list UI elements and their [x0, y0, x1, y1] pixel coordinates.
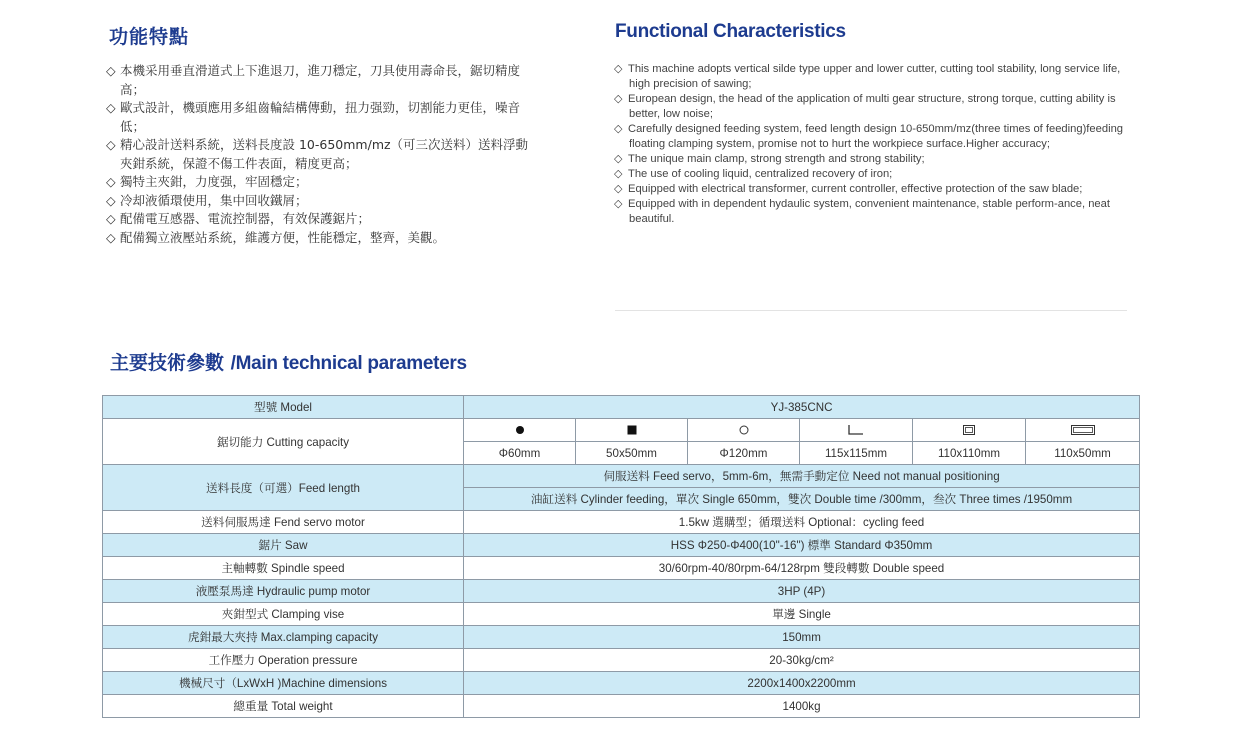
- table-row: [103, 649, 1140, 672]
- list-item: ◇ 配備電互感器、電流控制器，有效保護鋸片；: [106, 210, 536, 229]
- table-row: [103, 534, 1140, 557]
- square-tube-icon: [913, 419, 1026, 442]
- diamond-bullet-icon: ◇: [614, 63, 623, 75]
- diamond-bullet-icon: ◇: [614, 183, 623, 195]
- list-item: ◇ Carefully designed feeding system, feed length design 10-650mm/mz(three times of feeding)feeding floating clamping system, promise not to hurt the workpiece surface.Higher accuracy;: [614, 123, 1124, 150]
- list-item: ◇ European design, the head of the application of multi gear structure, strong torque, cutting ability is better, low noise;: [614, 93, 1116, 120]
- param-label: 主軸轉數 Spindle speed: [103, 557, 464, 580]
- params-table: [102, 395, 1140, 718]
- param-value: 30/60rpm-40/80rpm-64/128rpm 雙段轉數 Double speed: [464, 557, 1140, 580]
- open-circle-icon: [688, 419, 800, 442]
- param-label: 鋸片 Saw: [103, 534, 464, 557]
- diamond-bullet-icon: ◇: [106, 211, 116, 226]
- diamond-bullet-icon: ◇: [614, 198, 623, 210]
- param-value: 2200x1400x2200mm: [464, 672, 1140, 695]
- diamond-bullet-icon: ◇: [614, 168, 623, 180]
- param-value: 50x50mm: [576, 442, 688, 465]
- list-item: ◇ 獨特主夾鉗，力度强，牢固穩定；: [106, 173, 536, 192]
- param-label: 送料長度（可選）Feed length: [103, 465, 464, 511]
- diamond-bullet-icon: ◇: [614, 93, 623, 105]
- param-value: 110x50mm: [1026, 442, 1140, 465]
- features-cn-title: 功能特點: [109, 26, 190, 48]
- param-value: 1.5kw 選購型；循環送料 Optional：cycling feed: [464, 511, 1140, 534]
- list-item: ◇ Equipped with electrical transformer, current controller, effective protection of the saw blade;: [614, 183, 1083, 195]
- diamond-bullet-icon: ◇: [614, 123, 623, 135]
- filled-circle-icon: [464, 419, 576, 442]
- params-title-en: /Main technical parameters: [230, 353, 467, 374]
- features-en-list: [614, 62, 1144, 227]
- list-item: ◇ The use of cooling liquid, centralized recovery of iron;: [614, 168, 893, 180]
- list-item: ◇ 冷却液循環使用，集中回收鐵屑；: [106, 192, 536, 211]
- param-label: 送料伺服馬達 Fend servo motor: [103, 511, 464, 534]
- diamond-bullet-icon: ◇: [106, 63, 116, 78]
- features-cn-list: [106, 62, 536, 247]
- param-label: 型號 Model: [103, 396, 464, 419]
- table-row: [103, 465, 1140, 488]
- rect-tube-icon: [1026, 419, 1140, 442]
- list-item: ◇ The unique main clamp, strong strength and strong stability;: [614, 153, 925, 165]
- param-label: 機械尺寸（LxWxH )Machine dimensions: [103, 672, 464, 695]
- table-row: [103, 580, 1140, 603]
- list-item: ◇ Equipped with in dependent hydaulic system, convenient maintenance, stable perform-ance, neat beautiful.: [614, 198, 1110, 225]
- list-item: ◇ 精心設計送料系統，送料長度設 10-650mm/mz（可三次送料）送料浮動夾鉗系統，保證不傷工件表面，精度更高；: [106, 137, 529, 171]
- table-row: [103, 511, 1140, 534]
- angle-icon: [800, 419, 913, 442]
- table-row: [103, 557, 1140, 580]
- param-value: Φ120mm: [688, 442, 800, 465]
- param-label: 鋸切能力 Cutting capacity: [103, 419, 464, 465]
- param-value: 油缸送料 Cylinder feeding，單次 Single 650mm，雙次 Double time /300mm，叁次 Three times /1950mm: [464, 488, 1140, 511]
- param-value: 1400kg: [464, 695, 1140, 718]
- table-row: [103, 695, 1140, 718]
- diamond-bullet-icon: ◇: [106, 137, 116, 152]
- param-value: Φ60mm: [464, 442, 576, 465]
- list-item: ◇ This machine adopts vertical silde type upper and lower cutter, cutting tool stability, long service life, high precision of sawing;: [614, 63, 1121, 90]
- table-row: [103, 603, 1140, 626]
- param-label: 總重量 Total weight: [103, 695, 464, 718]
- param-value: 115x115mm: [800, 442, 913, 465]
- table-row: [103, 419, 1140, 442]
- table-row: [103, 626, 1140, 649]
- diamond-bullet-icon: ◇: [106, 174, 116, 189]
- diamond-bullet-icon: ◇: [106, 192, 116, 208]
- table-row: [103, 396, 1140, 419]
- list-item: ◇ 配備獨立液壓站系統，維護方便，性能穩定，整齊，美觀。: [106, 229, 536, 248]
- params-title-cn: 主要技術參數: [110, 352, 225, 374]
- filled-square-icon: [576, 419, 688, 442]
- param-value: 單邊 Single: [464, 603, 1140, 626]
- param-label: 工作壓力 Operation pressure: [103, 649, 464, 672]
- param-value: HSS Φ250-Φ400(10"-16") 標準 Standard Φ350mm: [464, 534, 1140, 557]
- param-label: 虎鉗最大夾持 Max.clamping capacity: [103, 626, 464, 649]
- table-row: [103, 672, 1140, 695]
- param-value: 3HP (4P): [464, 580, 1140, 603]
- params-title: [110, 348, 467, 375]
- features-en-title: Functional Characteristics: [615, 21, 846, 42]
- list-item: ◇ 歐式設計，機頭應用多組齒輪結構傳動，扭力强勁，切割能力更佳，噪音低；: [106, 100, 521, 134]
- section-divider: [615, 310, 1127, 311]
- param-label: 液壓泵馬達 Hydraulic pump motor: [103, 580, 464, 603]
- param-value: 伺服送料 Feed servo，5mm-6m，無需手動定位 Need not manual positioning: [464, 465, 1140, 488]
- diamond-bullet-icon: ◇: [106, 100, 116, 115]
- param-value: 110x110mm: [913, 442, 1026, 465]
- diamond-bullet-icon: ◇: [106, 229, 116, 245]
- param-value: 20-30kg/cm²: [464, 649, 1140, 672]
- param-label: 夾鉗型式 Clamping vise: [103, 603, 464, 626]
- list-item: ◇ 本機采用垂直滑道式上下進退刀，進刀穩定，刀具使用壽命長，鋸切精度高；: [106, 63, 521, 97]
- diamond-bullet-icon: ◇: [614, 153, 623, 165]
- param-value: 150mm: [464, 626, 1140, 649]
- param-value: YJ-385CNC: [464, 396, 1140, 419]
